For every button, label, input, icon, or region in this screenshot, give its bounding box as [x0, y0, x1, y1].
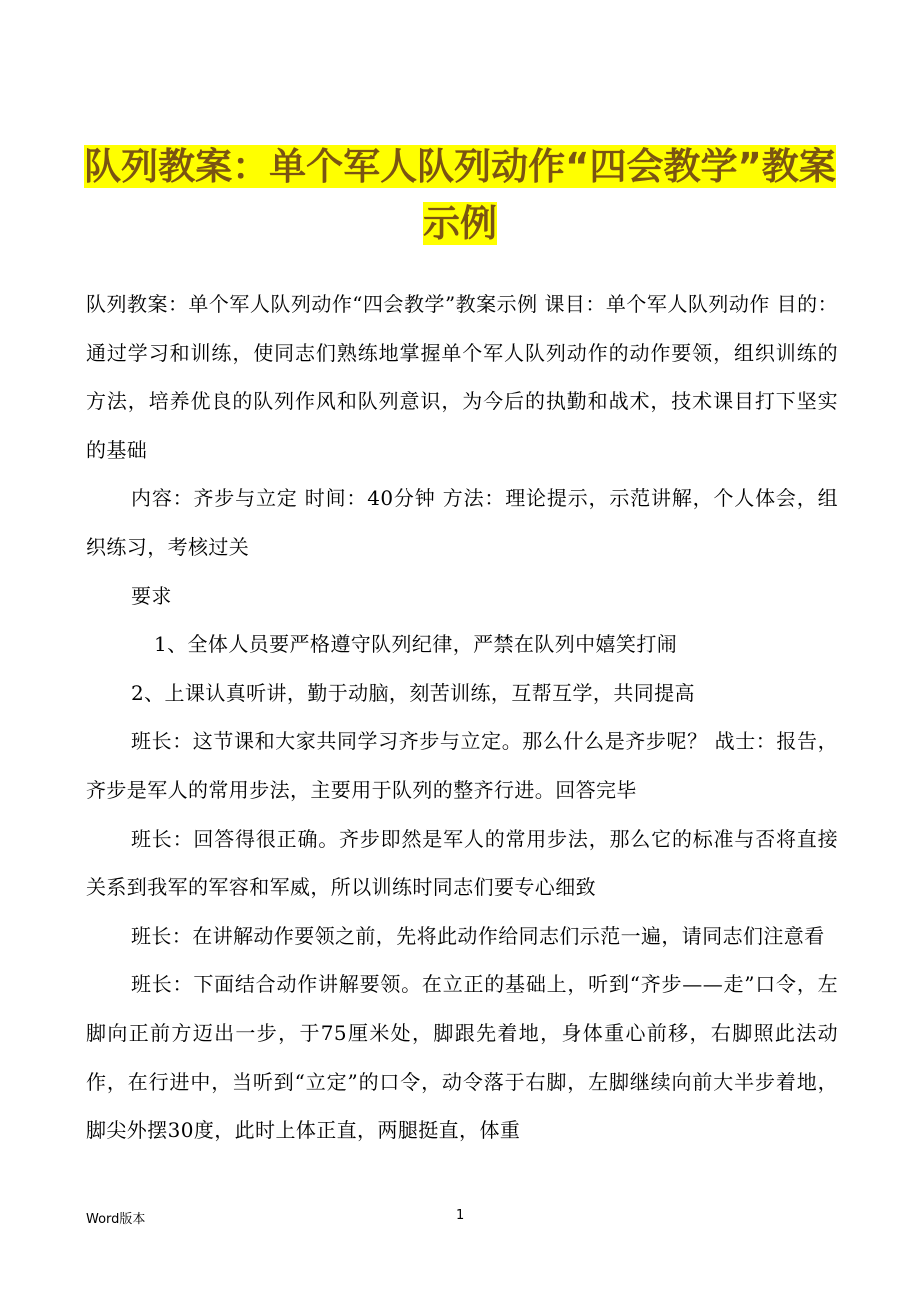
paragraph-dialogue-3: 班长：在讲解动作要领之前，先将此动作给同志们示范一遍，请同志们注意看 [131, 923, 825, 948]
document-title [60, 138, 860, 252]
paragraph-requirement-1: 1、全体人员要严格遵守队列纪律，严禁在队列中嬉笑打闹 [154, 632, 678, 657]
paragraph-intro: 队列教案：单个军人队列动作“四会教学”教案示例 课目：单个军人队列动作 目的：通过学习和训练，使同志们熟练地掌握单个军人队列动作的动作要领，组织训练的方法，培养优良的队列作风和队列意识，为今后的执勤和战术，技术课目打下坚实的基础 [86, 292, 838, 462]
footer-label: Word版本 [86, 1212, 146, 1227]
paragraph-requirements-heading: 要求 [131, 583, 172, 608]
paragraph-dialogue-1: 班长：这节课和大家共同学习齐步与立定。那么什么是齐步呢？ 战士：报告，齐步是军人的常用步法，主要用于队列的整齐行进。回答完毕 [86, 729, 838, 802]
paragraph-content: 内容：齐步与立定 时间：40分钟 方法：理论提示，示范讲解，个人体会，组织练习，考核过关 [86, 486, 838, 559]
document-body [86, 280, 838, 1155]
paragraph-dialogue-2: 班长：回答得很正确。齐步即然是军人的常用步法，那么它的标准与否将直接关系到我军的军容和军威，所以训练时同志们要专心细致 [86, 826, 838, 900]
page-number: 1 [456, 1208, 465, 1223]
title-line-1: 队列教案：单个军人队列动作“四会教学”教案 [84, 145, 836, 188]
title-line-2: 示例 [423, 202, 497, 245]
paragraph-dialogue-4: 班长：下面结合动作讲解要领。在立正的基础上，听到“齐步——走”口令，左脚向正前方迈出一步，于75厘米处，脚跟先着地，身体重心前移，右脚照此法动作，在行进中，当听到“立定”的口令，动令落于右脚，左脚继续向前大半步着地，脚尖外摆30度，此时上体正直，两腿挺直，体重 [86, 972, 838, 1143]
paragraph-requirement-2: 2、上课认真听讲，勤于动脑，刻苦训练，互帮互学，共同提高 [131, 680, 695, 705]
